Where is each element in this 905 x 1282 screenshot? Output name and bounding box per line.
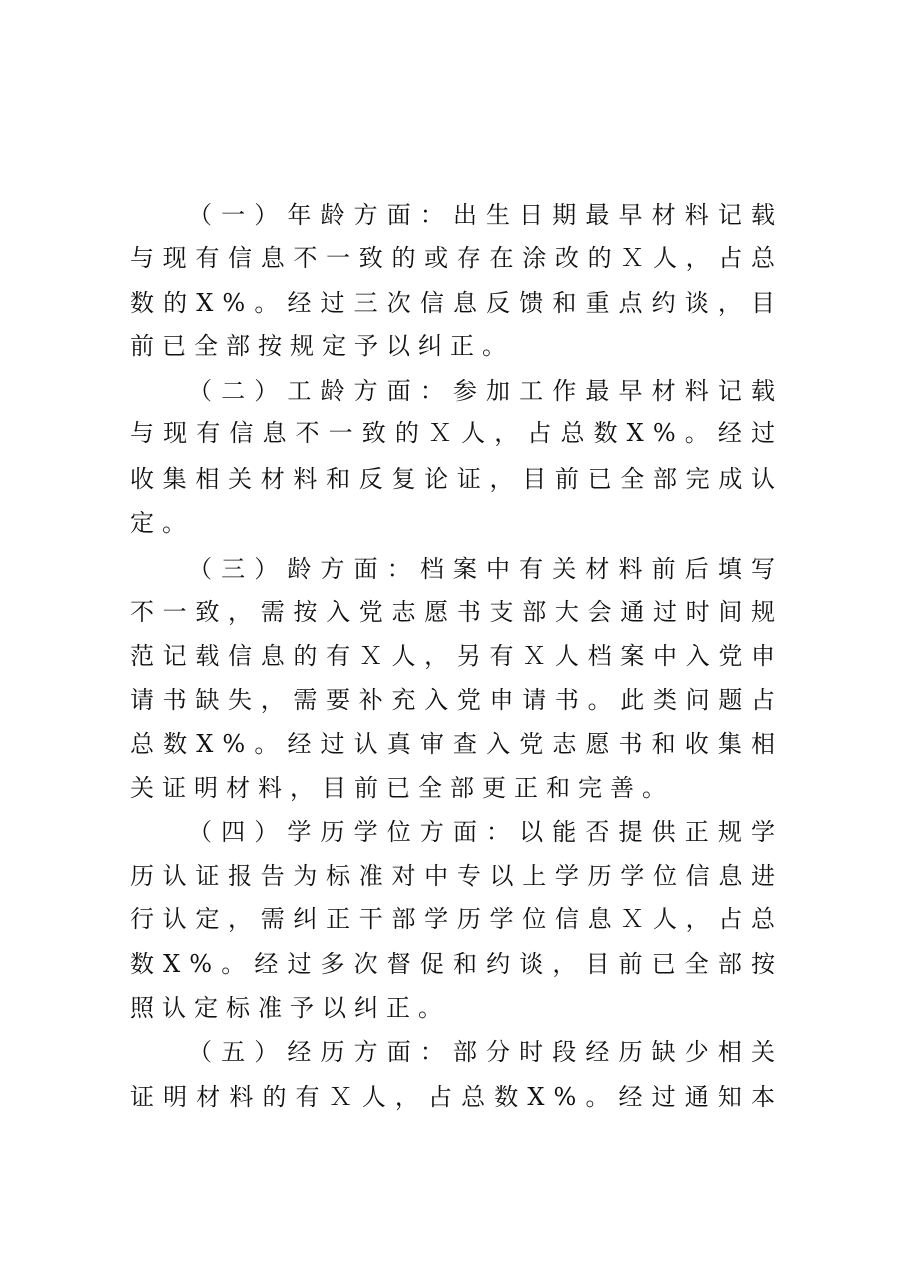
text-line: 历认证报告为标准对中专以上学历学位信息进 (130, 862, 784, 890)
text-line: 行认定，需纠正干部学历学位信息Ｘ人，占总 (130, 905, 784, 933)
text-line: 数的X%。经过三次信息反馈和重点约谈，目 (130, 289, 785, 317)
text-line: （三）龄方面：档案中有关材料前后填写 (188, 555, 785, 583)
text-line: 证明材料的有Ｘ人，占总数X%。经过通知本 (130, 1083, 785, 1111)
text-line: 范记载信息的有Ｘ人，另有Ｘ人档案中入党申 (130, 642, 784, 670)
text-line: （五）经历方面：部分时段经历缺少相关 (188, 1038, 785, 1066)
text-line: （二）工龄方面：参加工作最早材料记载 (188, 377, 785, 405)
text-line: 关证明材料，目前已全部更正和完善。 (130, 774, 674, 802)
text-line: 数X%。经过多次督促和约谈，目前已全部按 (130, 950, 785, 978)
text-line: 不一致，需按入党志愿书支部大会通过时间规 (130, 598, 784, 626)
text-line: 与现有信息不一致的或存在涂改的Ｘ人，占总 (130, 244, 784, 272)
text-line: 与现有信息不一致的Ｘ人，占总数X%。经过 (130, 419, 785, 447)
text-line: （一）年龄方面：出生日期最早材料记载 (188, 201, 785, 229)
text-line: 定。 (130, 509, 194, 537)
text-line: 照认定标准予以纠正。 (130, 994, 450, 1022)
text-line: 收集相关材料和反复论证，目前已全部完成认 (130, 465, 784, 493)
text-line: 请书缺失，需要补充入党申请书。此类问题占 (130, 686, 784, 714)
text-line: 前已全部按规定予以纠正。 (130, 332, 514, 360)
text-line: （四）学历学位方面：以能否提供正规学 (188, 818, 785, 846)
text-line: 总数X%。经过认真审查入党志愿书和收集相 (130, 730, 785, 758)
